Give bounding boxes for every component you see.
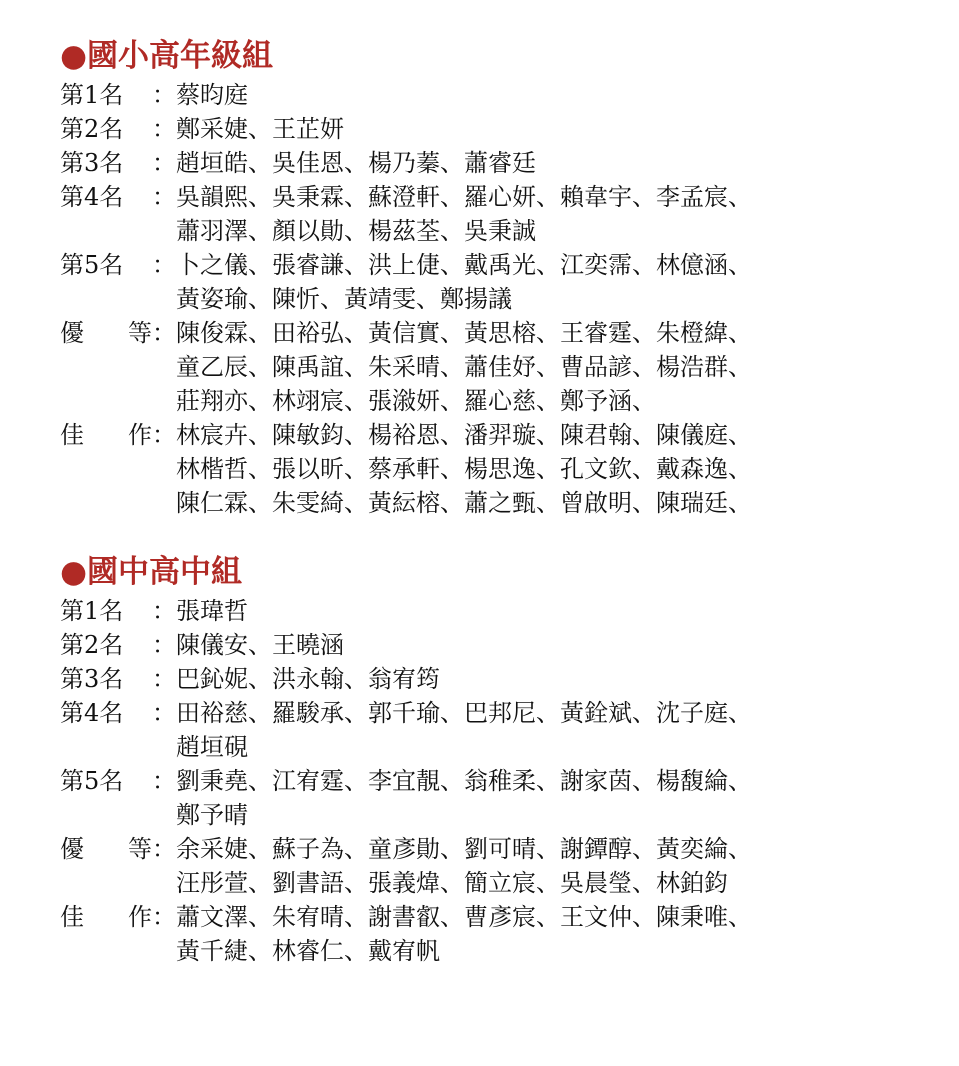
winner-names-line: 鄭采婕、王芷妍 [176,115,344,143]
winner-names-line: 巴鈊妮、洪永翰、翁宥筠 [176,665,440,693]
award-rank-label [60,832,176,866]
award-entry [60,594,940,628]
award-rank-char: 作 [128,903,152,931]
winner-names-line: 趙垣皓、吳佳恩、楊乃蓁、蕭睿廷 [176,149,536,177]
label-colon: ： [152,699,176,727]
award-rank-char: 佳 [60,421,84,449]
winner-names-line: 林宸卉、陳敏鈞、楊裕恩、潘羿璇、陳君翰、陳儀庭、 [176,421,752,449]
winner-names [176,418,940,520]
award-rank-label [60,594,176,628]
award-rank-label [60,696,176,730]
winner-names-line: 卜之儀、張睿謙、洪上倢、戴禹光、江奕霈、林億涵、 [176,251,752,279]
winner-names-line: 張瑋哲 [176,597,248,625]
award-rank-label [60,248,176,282]
label-colon: ： [152,251,176,279]
winner-names-line: 余采婕、蘇子為、童彥勛、劉可晴、謝鐔醇、黃奕綸、 [176,835,752,863]
winner-names [176,764,940,832]
award-rank-label [60,628,176,662]
winner-names-line: 劉秉堯、江宥霆、李宜靚、翁稚柔、謝家茵、楊馥綸、 [176,767,752,795]
label-colon: ： [152,631,176,659]
winner-names [176,628,940,662]
award-rank-text [60,316,152,350]
award-rank-label [60,900,176,934]
award-entry [60,248,940,316]
label-colon: ： [152,597,176,625]
award-entry [60,900,940,968]
label-colon: ： [152,665,176,693]
award-rank-label [60,180,176,214]
award-rank-text: 第1名 [60,81,124,109]
award-entry [60,180,940,248]
section-title: ●國小高年級組 [60,38,274,74]
award-section [60,550,940,968]
award-rank-char: 優 [60,835,84,863]
award-rank-text: 第5名 [60,251,124,279]
winner-names [176,112,940,146]
award-rank-label [60,112,176,146]
award-rank-text: 第4名 [60,183,124,211]
award-entry [60,78,940,112]
winner-names-line: 陳俊霖、田裕弘、黃信實、黃思榕、王睿霆、朱橙緯、 [176,319,752,347]
award-rank-char: 優 [60,319,84,347]
winner-names [176,180,940,248]
label-colon: ： [152,115,176,143]
label-colon: ： [152,149,176,177]
winner-names-line: 田裕慈、羅駿承、郭千瑜、巴邦尼、黃銓斌、沈子庭、 [176,699,752,727]
section-title: ●國中高中組 [60,554,243,590]
award-entry [60,832,940,900]
award-entry [60,662,940,696]
label-colon: ： [152,81,176,109]
winner-names-line: 黃姿瑜、陳忻、黃靖雯、鄭揚議 [176,285,512,313]
winner-names [176,900,940,968]
award-section [60,34,940,520]
winner-names [176,146,940,180]
winner-names-line: 陳儀安、王曉涵 [176,631,344,659]
winner-names [176,78,940,112]
label-colon: ： [152,835,176,863]
award-rank-text [60,832,152,866]
winner-names-line: 蔡昀庭 [176,81,248,109]
winner-names-line: 汪彤萱、劉書語、張義煒、簡立宸、吳晨瑩、林鉑鈞 [176,869,728,897]
winner-names [176,316,940,418]
award-rank-text: 第2名 [60,115,124,143]
winner-names-line: 趙垣硯 [176,733,248,761]
winner-names-line: 吳韻熙、吳秉霖、蘇澄軒、羅心妍、賴韋宇、李孟宸、 [176,183,752,211]
winner-names [176,662,940,696]
label-colon: ： [152,903,176,931]
winner-names-line: 林楷哲、張以昕、蔡承軒、楊思逸、孔文欽、戴森逸、 [176,455,752,483]
winner-names-line: 黃千緁、林睿仁、戴宥帆 [176,937,440,965]
award-rank-label [60,662,176,696]
award-rank-text [60,418,152,452]
label-colon: ： [152,183,176,211]
award-entry [60,696,940,764]
label-colon: ： [152,319,176,347]
award-rank-text: 第2名 [60,631,124,659]
award-entry [60,146,940,180]
award-rank-label [60,764,176,798]
award-rank-text: 第3名 [60,149,124,177]
award-rank-char: 等 [128,319,152,347]
winner-names-line: 蕭羽澤、顏以勛、楊茲荃、吳秉誠 [176,217,536,245]
award-rank-label [60,78,176,112]
award-rank-label [60,418,176,452]
winner-names [176,696,940,764]
award-rank-text: 第4名 [60,699,124,727]
winner-names-line: 陳仁霖、朱雯綺、黃紜榕、蕭之甄、曾啟明、陳瑞廷、 [176,489,752,517]
award-entry [60,316,940,418]
award-entry [60,764,940,832]
award-rank-label [60,316,176,350]
award-rank-label [60,146,176,180]
winner-names [176,248,940,316]
award-rank-char: 佳 [60,903,84,931]
award-entry [60,628,940,662]
award-rank-char: 作 [128,421,152,449]
award-entry [60,112,940,146]
award-list-page [60,34,940,968]
label-colon: ： [152,767,176,795]
award-entry [60,418,940,520]
winner-names-line: 莊翔亦、林翊宸、張潊妍、羅心慈、鄭予涵、 [176,387,656,415]
winner-names [176,594,940,628]
winner-names-line: 童乙辰、陳禹誼、朱采晴、蕭佳妤、曹品諺、楊浩群、 [176,353,752,381]
winner-names [176,832,940,900]
award-rank-char: 等 [128,835,152,863]
award-rank-text [60,900,152,934]
winner-names-line: 鄭予晴 [176,801,248,829]
award-rank-text: 第5名 [60,767,124,795]
award-rank-text: 第1名 [60,597,124,625]
winner-names-line: 蕭文澤、朱宥晴、謝書叡、曹彥宸、王文仲、陳秉唯、 [176,903,752,931]
award-rank-text: 第3名 [60,665,124,693]
label-colon: ： [152,421,176,449]
